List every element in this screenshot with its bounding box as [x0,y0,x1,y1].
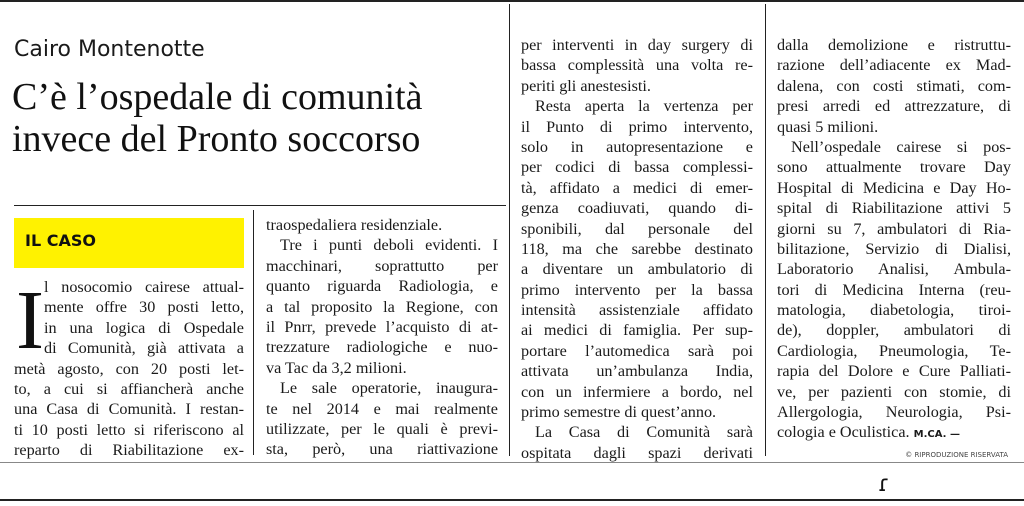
text-line: a tal proposito la Regione, con [266,297,498,316]
headline-bottom-rule [14,205,506,206]
text-line: 118, ma che sarebbe destinato [521,239,753,258]
text-line: il Pnrr, prevede l’acquisto di at- [266,317,498,336]
text-line: di Comunità, già attivata a [44,339,244,358]
text-line: sta, però, una riattivazione [266,440,498,459]
column-divider-1 [253,210,254,455]
text-line: una Casa di Comunità. I restan- [14,400,244,419]
text-line: attivata un’ambulanza India, [521,362,753,381]
text-line: Allergologia, Neurologia, Psi- [777,403,1011,422]
text-line: de), doppler, ambulatori di [777,321,1011,340]
text-line-last [777,422,1011,442]
text-line: bassa complessità una volta re- [521,56,753,75]
article-column-2 [266,215,498,460]
article-column-1 [14,274,244,461]
text-line: ve, per pazienti con stomie, di [777,382,1011,401]
text-line: sono attualmente trovare Day [777,158,1011,177]
section-label-box [14,218,244,268]
text-line: quanto riguarda Radiologia, e [266,277,498,296]
credit-rule [0,462,1024,463]
kicker-location: Cairo Montenotte [14,37,205,62]
text-line: rapia del Dolore e Cure Palliati- [777,362,1011,381]
bottom-rule [0,499,1024,501]
copyright-notice: © RIPRODUZIONE RISERVATA [905,451,1008,459]
text-line: reparto di Riabilitazione ex- [14,441,244,460]
text-line: to, a cui si affiancherà anche [14,379,244,398]
text-line: sponibili, dal personale del [521,219,753,238]
text-line: macchinari, soprattutto per [266,256,498,275]
text-line: quasi 5 milioni. [777,117,879,136]
text-line: Resta aperta la vertenza per [535,97,753,116]
text-line: mente offre 30 posti letto, [44,298,244,317]
text-line: La Casa di Comunità sarà [535,423,753,442]
text-line: spital di Riabilitazione attivi 5 [777,199,1011,218]
text-line: te nel 2014 e mai realmente [266,399,498,418]
author-signature: M.CA. — [913,429,960,441]
text-line: Cardiologia, Pneumologia, Te- [777,341,1011,360]
text-line: a diventare un ambulatorio di [521,260,753,279]
corner-mark: ɾ [878,472,890,497]
text-line: per interventi in day surgery di [521,36,753,54]
text-line: con un infermiere a bordo, nel [521,382,753,401]
text-line: Tre i punti deboli evidenti. I [280,236,498,255]
column-divider-3 [765,4,766,456]
section-label: IL CASO [25,231,96,250]
article-column-4 [777,35,1011,443]
text-line: in una logica di Ospedale [44,318,244,337]
drop-cap: I [16,274,44,367]
headline-line-1: C’è l’ospedale di comunità [12,76,423,118]
top-rule [0,0,1024,2]
text-line: periti gli anestesisti. [521,76,651,95]
text-line: giorni su 7, ambulatori di Ria- [777,219,1011,238]
text-line: dalla demolizione e ristruttu- [777,36,1011,54]
text-line: primo intervento per la bassa [521,280,753,299]
text-line: Le sale operatorie, inaugura- [280,379,498,398]
text-line: utilizzate, per le quali è previ- [266,419,498,438]
column-divider-2 [509,4,510,456]
text-line: per codici di bassa complessi- [521,158,753,177]
article-column-3 [521,35,753,463]
text-line: tà, affidato a medici di emer- [521,178,753,197]
text-line: l nosocomio cairese attual- [44,278,244,296]
text-line: razione dell’adiacente ex Mad- [777,56,1011,75]
text-line: solo in autopresentazione e [521,137,753,156]
text-line: traospedaliera residenziale. [266,216,443,234]
text-line: Laboratorio Analisi, Ambula- [777,260,1011,279]
text-line: genza coadiuvati, quando di- [521,199,753,218]
text-line: dalena, con costi stimati, com- [777,76,1011,95]
text-line: bilitazione, Servizio di Dialisi, [777,239,1011,258]
text-line: ai medici di famiglia. Per sup- [521,321,753,340]
text-line: matologia, diabetologia, tiroi- [777,301,1011,320]
text-line: primo semestre di quest’anno. [521,403,717,422]
text-line: Hospital di Medicina e Day Ho- [777,178,1011,197]
text-line: trezzature radiologiche e nuo- [266,338,498,357]
text-line: ospitata dagli spazi derivati [521,443,753,462]
text-line: ti 10 posti letto si riferiscono al [14,420,244,439]
text-line: presi arredi ed attrezzature, di [777,97,1011,116]
text-line-content: cologia e Oculistica. [777,423,910,442]
text-line: Nell’ospedale cairese si pos- [791,137,1011,156]
text-line: metà agosto, con 20 posti let- [14,359,244,378]
headline [12,76,502,160]
text-line: intensità assistenziale affidato [521,301,753,320]
text-line: tori di Medicina Interna (reu- [777,280,1011,299]
text-line: il Punto di primo intervento, [521,117,753,136]
headline-line-2: invece del Pronto soccorso [12,118,421,160]
text-line: portare l’automedica sarà poi [521,341,753,360]
text-line: va Tac da 3,2 milioni. [266,358,407,377]
